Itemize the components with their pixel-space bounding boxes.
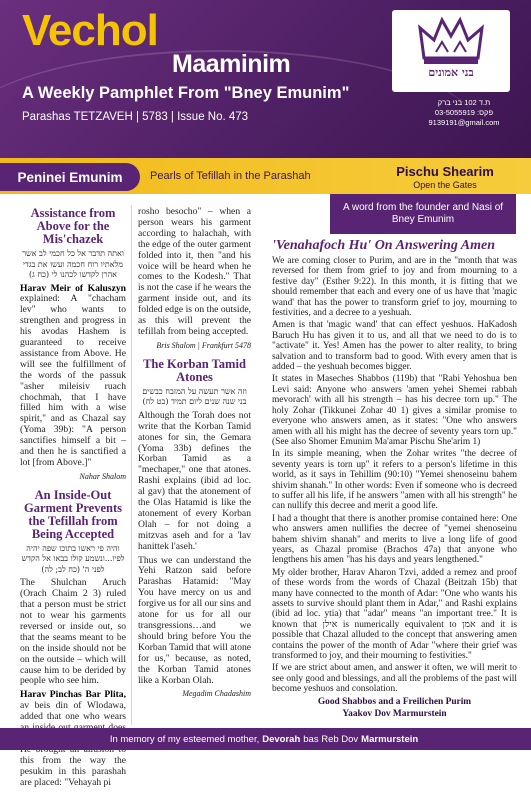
article-paragraph: Amen is that 'magic wand' that can effect yeshuos. HaKadosh Baruch Hu has given it to us, and all that we need to do is to "activate" it. Yes! Amen has the power to alter reality, to bring salvation and to transform bad to good. With every amen that is added – the yeshuah becomes bigger. <box>272 320 517 373</box>
source-credit: Megadim Chadashim <box>182 689 251 699</box>
article-paragraph <box>20 284 126 469</box>
contact-fax: פקס: 03-5055919 <box>434 108 494 117</box>
author-signature: Yaakov Dov Marmurstein <box>342 709 447 720</box>
source-credit: Nahar Shalom <box>79 471 126 481</box>
title-vechol: Vechol <box>22 6 158 55</box>
article-paragraph: Although the Torah does not write that the Korban Tamid atones for sin, the Gemara (Yoma 33b) defines the Korban Tamid as a "mechaper," one that atones. Rashi explains (ibid ad loc. al gav) that the atonement of the Olas Hatamid is like the atonement of every Korban Olah – for not doing a mitzvas aseh and for a 'lav hanittek l'aseh.' <box>138 409 251 552</box>
founder-word-header: A word from the founder and Nasi of Bney Emunim <box>330 194 516 234</box>
column-divider <box>131 205 132 725</box>
hebrew-verse: וזה אשר תעשה על המזבח כבשים בני שנה שנים ליום תמיד (כט לח) <box>142 386 247 407</box>
article-paragraph: rosho besocho" – when a person wears his garment according to halachah, with the edge of the outer garment folded into it, then "and his voice will be heard when he comes to the Kodesh." That is not the case if he wears the garment inside out, and its folded edge is on the outside, as this will prevent the tefillah from being accepted. <box>138 206 251 337</box>
masthead <box>0 0 531 158</box>
article-paragraph: My older brother, Harav Aharon Tzvi, added a remez and proof of these words from the words of Chazal (Beitzah 15b) that many have connected to the month of Adar: "One who wants his assets to survive should plant them in Adar," and Rashi explains (ibid ad loc. ytia) that "adar" means "an important tree." It is known that אילן is numerically equivalent to אמן and it is possible that Chazal alluded to the concept that answering amen contains the power of the month of Adar "where their grief was transformed to joy, and their mourning to festivities." <box>272 567 517 662</box>
article-paragraph: If we are strict about amen, and answer it often, we will merit to see only good and blessings, and all the problems of the past will become yeshuos and consolation. <box>272 663 517 695</box>
article-title: The Korban Tamid Atones <box>143 356 246 384</box>
article-title: Assistance from Above for the Mis'chazek <box>30 206 116 246</box>
pischu-shearim-title: Pischu Shearim <box>396 164 494 179</box>
article-paragraph: It states in Maseches Shabbos (119b) that "Rabi Yehoshua ben Levi said: Anyone who answers 'amen yehei Shemei rabbah mevorach' with all his strength – has his decree torn up." The holy Zohar (Tikkunei Zohar 40 1) gives a similar promise to everyone who answers amen, as it states: "One who answers amen with all his might has the decree of seventy years torn up." (See also Shomer Emunim Ma'amar Pischu She'arim 1) <box>272 374 517 447</box>
crown-icon <box>416 14 486 68</box>
contact-email: 9139191@gmail.com <box>428 118 500 127</box>
closing-greeting: Good Shabbos and a Freilichen Purim <box>317 696 472 707</box>
article-paragraph: We are coming closer to Purim, and are in the "month that was reversed for them from grief to joy and from mourning to a festive day" (Esther 9:22). In this month, it is fitting that we should remember that each and every one of us have that 'magic wand' that has the power to transform grief to joy, mourning to festivities, and a decree to a yeshuah. <box>272 256 517 319</box>
paragraph-text: av beis din of Wlodawa, added that one who wears this from the way the pesukim in this parashah are placed: "Vehayah pi <box>20 700 126 788</box>
hebrew-verse: והיה פי ראשו בתוכו שפה יהיה לפיו...ונשמע קולו בבאו אל הקדש לפני ה' (כח לב; לה) <box>21 543 125 574</box>
issue-line: Parashas TETZAVEH | 5783 | Issue No. 473 <box>22 111 249 123</box>
memorial-footer <box>0 728 531 750</box>
contact-address: ת.ד 102 בני ברק <box>437 98 491 107</box>
contact-info <box>414 98 514 128</box>
column-2 <box>138 207 251 706</box>
footer-prefix: In memory of my esteemed mother, <box>109 733 260 745</box>
title-maaminim: Maaminim <box>172 50 291 78</box>
article-paragraph: Thus we can understand the Yehi Ratzon said before Parashas Hatamid: "May You have mercy on us and forgive us for all our sins and atone for us for all our transgressions…and we should bring before You the Korban Tamid that will atone for us," because, as noted, the Korban Tamid atones like a Korban Olah. <box>138 554 251 686</box>
source-credit: Bris Shalom | Frankfurt 5478 <box>156 340 251 350</box>
footer-surname: Marmurstein <box>361 733 419 745</box>
rabbi-name: Harav Meir of Kaluszyn <box>20 282 126 294</box>
paragraph-text: explained: A "chacham lev" who wants to strengthen and progress in his avodas Hashem is guaranteed to receive assistance from Above. He will see the fulfillment of the words of the passuk "asher mileisiv ruach chochmah, that I have filled him with a wise spirit," and as Chazal say (Yoma 39b): "A person sanctifies himself a bit – and then he is sanctified a lot [from Above.]" <box>20 293 126 468</box>
column-1 <box>20 207 126 792</box>
footer-name: Devorah <box>262 733 301 745</box>
bney-emunim-logo <box>392 10 510 92</box>
pamphlet-subtitle: A Weekly Pamphlet From "Bney Emunim" <box>22 84 350 102</box>
article-title: An Inside-Out Garment Prevents the Tefillah from Being Accepted <box>23 487 122 541</box>
main-article-title: 'Venahafoch Hu' On Answering Amen <box>272 238 496 253</box>
pischu-shearim-subtitle: Open the Gates <box>413 180 477 190</box>
peninei-emunim-tab: Peninei Emunim <box>0 163 140 191</box>
article-paragraph: I had a thought that there is another promise contained here: One who answers amen nullifies the decree of "yemei shenoseinu bahem shivim shanah" and merits to live a long life of good years, as Chazal promise (Brachos 47a) that anyone who lengthens his amen "has his days and years lengthened." <box>272 513 517 566</box>
logo-text: בני אמונים <box>428 66 474 79</box>
article-paragraph: The Shulchan Aruch (Orach Chaim 2 3) ruled that a person must be strict not to wear his garments reversed or inside out, so that the seams meant to be on the inside should not be on the outside – which will cause him to be derided by people who see him. <box>20 577 126 687</box>
footer-suffix: bas Reb Dov <box>303 733 359 745</box>
article-paragraph: In its simple meaning, when the Zohar writes "the decree of seventy years is torn up" it refers to a person's lifetime in this world, as it says in Tehillim (90:10) "Yemei shenoseinu bahem shivim shanah." In other words: Even if someone who is decreed to suffer all his life, if he answers "amen with all his strength" he can nullify this decree and merit a good life. <box>272 449 517 512</box>
rabbi-name: Harav Pinchas Bar Plita, <box>20 689 126 701</box>
main-article-body <box>272 256 517 719</box>
peninei-emunim-subtitle: Pearls of Tefillah in the Parashah <box>150 170 311 182</box>
hebrew-verse: ואתה תדבר אל כל חכמי לב אשר מלאתיו רוח חכמה ועשו את בגדי אהרן לקדשו לכהנו לי (כח ג) <box>22 249 124 279</box>
